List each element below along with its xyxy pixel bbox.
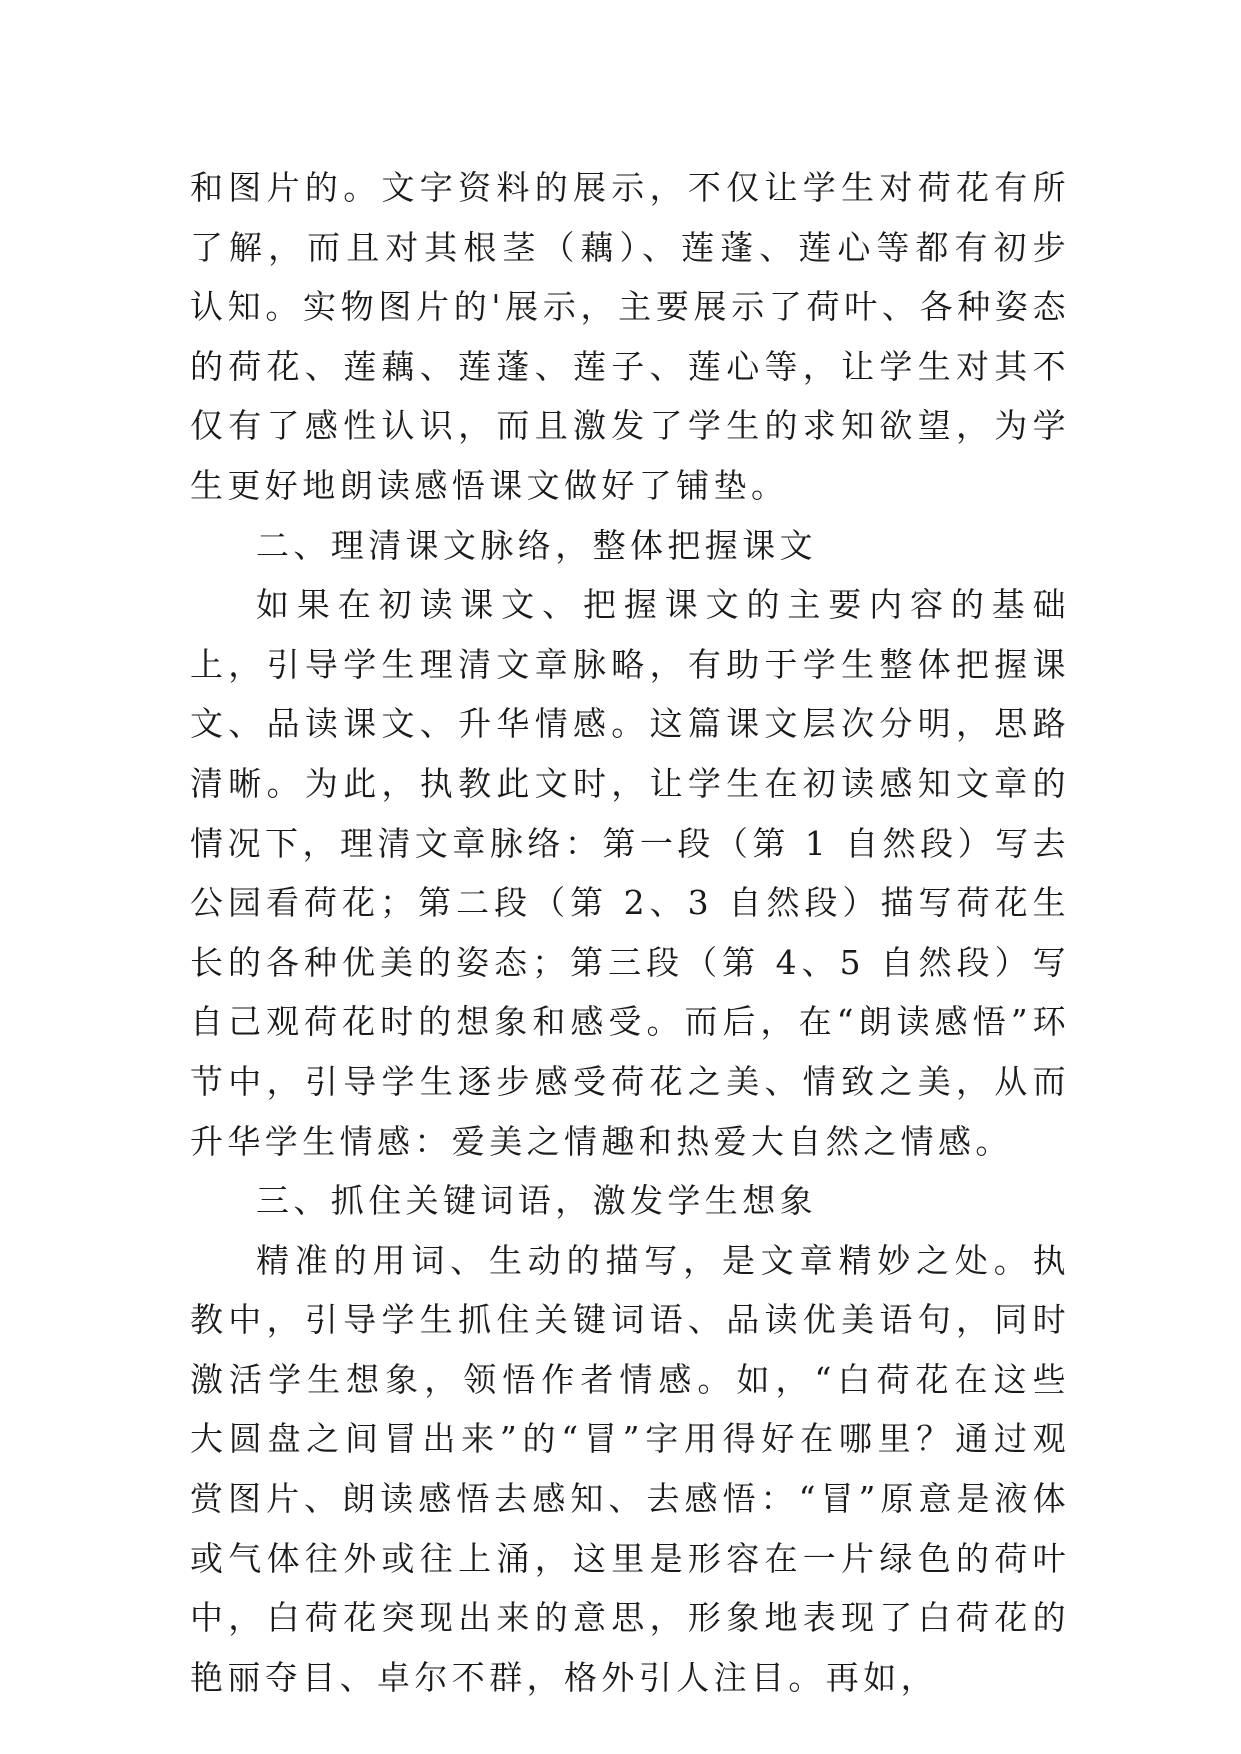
paragraph-materials-display: 和图片的。文字资料的展示，不仅让学生对荷花有所了解，而且对其根茎（藕）、莲蓬、莲心等都有初步认知。实物图片的'展示，主要展示了荷叶、各种姿态的荷花、莲藕、莲蓬、莲子、莲心等，让学生对其不仅有了感性认识，而且激发了学生的求知欲望，为学生更好地朗读感悟课文做好了铺垫。 [190,168,1070,505]
body-text [190,158,1070,1707]
heading-section-three: 三、抓住关键词语，激发学生想象 [256,1181,817,1221]
paragraph-text-structure: 如果在初读课文、把握课文的主要内容的基础上，引导学生理清文章脉略，有助于学生整体把握课文、品读课文、升华情感。这篇课文层次分明，思路清晰。为此，执教此文时，让学生在初读感知文章的情况下，理清文章脉络：第一段（第 1 自然段）写去公园看荷花；第二段（第 2、3 自然段）描写荷花生长的各种优美的姿态；第三段（第 4、5 自然段）写自己观荷花时的想象和感受。而后，在“朗读感悟”环节中，引导学生逐步感受荷花之美、情致之美，从而升华学生情感：爱美之情趣和热爱大自然之情感。 [190,585,1070,1161]
paragraph-key-words: 精准的用词、生动的描写，是文章精妙之处。执教中，引导学生抓住关键词语、品读优美语句，同时激活学生想象，领悟作者情感。如，“白荷花在这些大圆盘之间冒出来”的“冒”字用得好在哪里？通过观赏图片、朗读感悟去感知、去感悟：“冒”原意是液体或气体往外或往上涌，这里是形容在一片绿色的荷叶中，白荷花突现出来的意思，形象地表现了白荷花的艳丽夺目、卓尔不群，格外引人注目。再如， [190,1240,1070,1697]
heading-section-two: 二、理清课文脉络，整体把握课文 [256,525,817,565]
